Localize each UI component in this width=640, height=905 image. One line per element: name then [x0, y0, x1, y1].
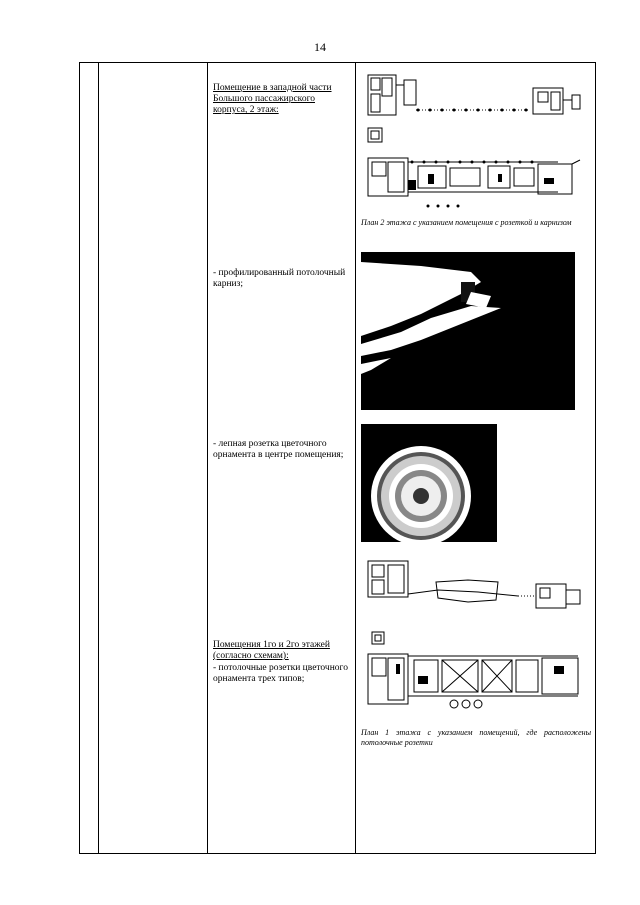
- plan2-caption: План 2 этажа с указанием помещения с розеткой и карнизом: [361, 218, 572, 227]
- rosette-text: - лепная розетка цветочного орнамента в центре помещения;: [213, 439, 344, 460]
- rosette-photo: [361, 424, 497, 542]
- column-divider-3: [355, 63, 356, 853]
- column-divider-2: [207, 63, 208, 853]
- cornice-photo: [361, 252, 575, 410]
- page-number: 14: [314, 40, 326, 54]
- floor1-plan-figure: [358, 556, 590, 716]
- room-west-heading: Помещение в западной части Большого пассажирского корпуса, 2 этаж:: [213, 83, 332, 115]
- column-divider-1: [98, 63, 99, 853]
- rosettes-text: - потолочные розетки цветочного орнамента трех типов;: [213, 663, 348, 684]
- plan1-caption: План 1 этажа с указанием помещений, где расположены потолочные розетки: [361, 728, 591, 747]
- floor2-plan-figure: [358, 70, 590, 216]
- cornice-text: - профилированный потолочный карниз;: [213, 268, 346, 289]
- rooms-heading: Помещения 1го и 2го этажей (согласно схемам):: [213, 640, 330, 661]
